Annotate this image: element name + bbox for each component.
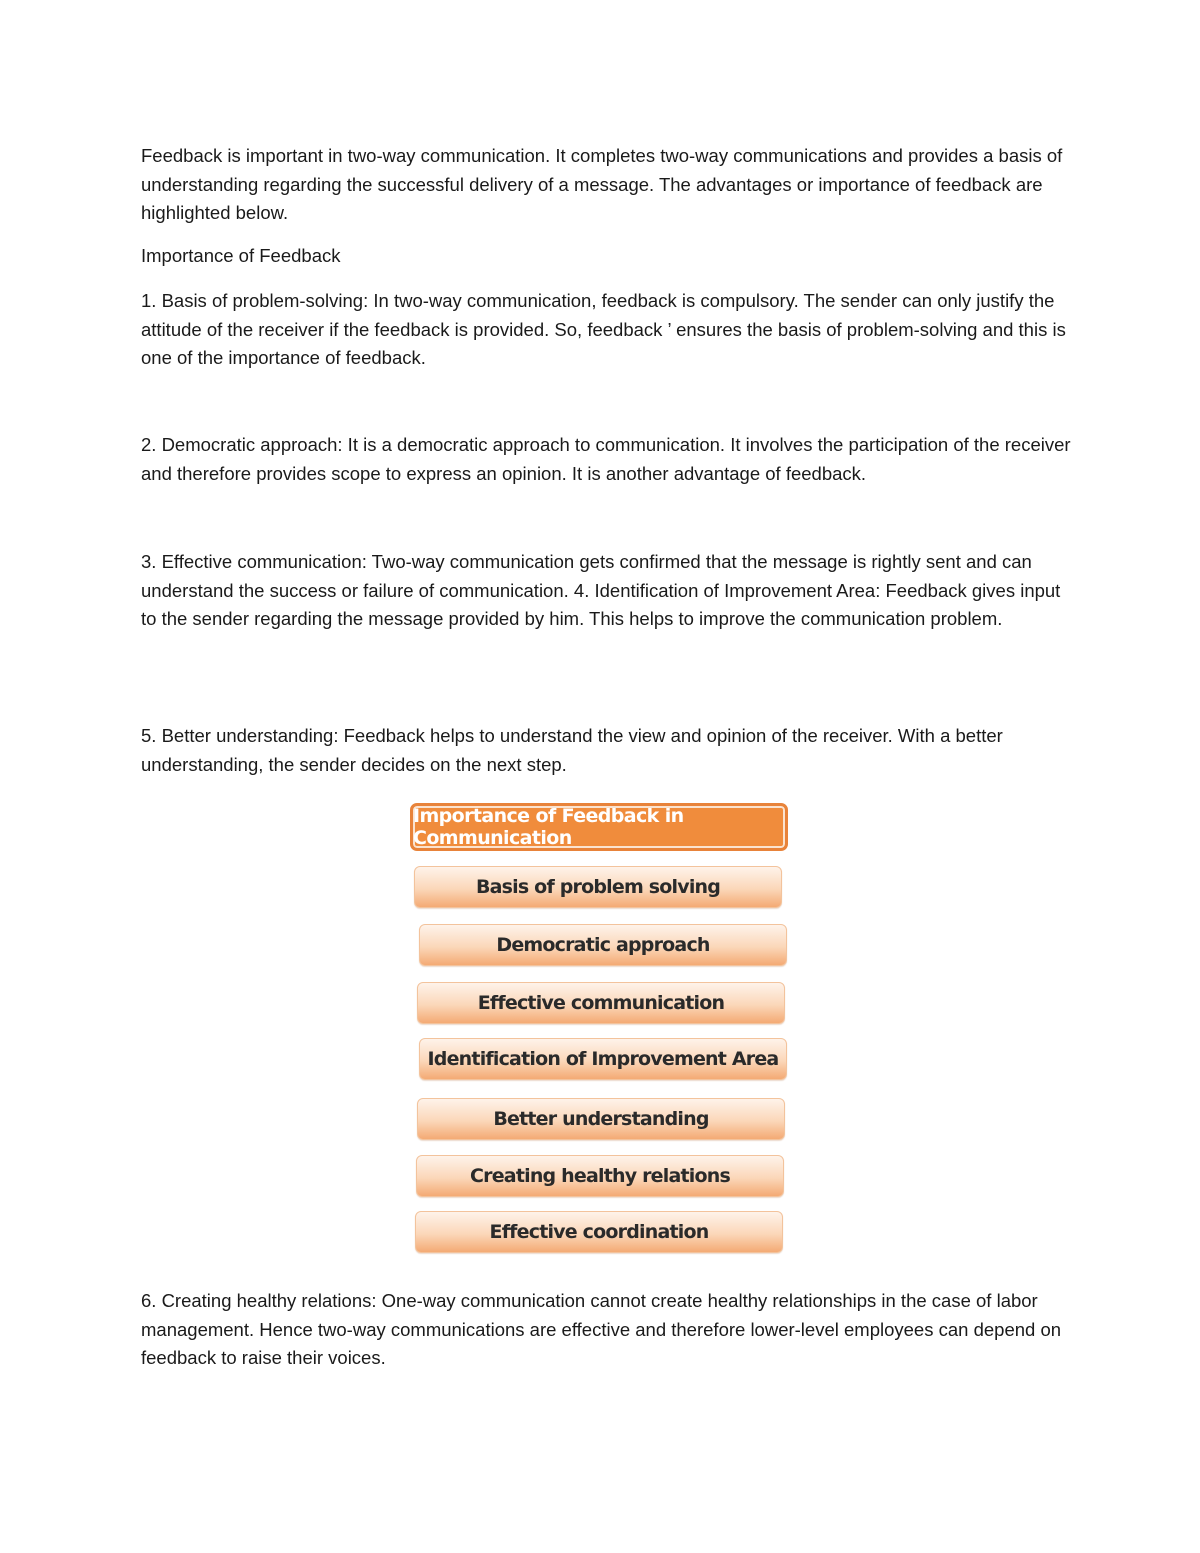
point-paragraph-2: 2. Democratic approach: It is a democratic approach to communication. It involves the participation of the receiver and therefore provides scope to express an opinion. It is another advantage of feedback.: [141, 434, 1071, 484]
diagram-item-label: Creating healthy relations: [470, 1165, 730, 1187]
section-heading: Importance of Feedback: [141, 245, 341, 266]
diagram-item-identification-of-improvement-area: [419, 1038, 787, 1080]
diagram-item-label: Basis of problem solving: [475, 876, 721, 898]
diagram-title-box: [410, 803, 788, 851]
point-paragraph-1: 1. Basis of problem-solving: In two-way communication, feedback is compulsory. The sender can only justify the attitude of the receiver if the feedback is provided. So, feedback ’ ensures the basis of problem-solving and this is one of the importance of feedback.: [141, 290, 1066, 368]
diagram-item-basis-of-problem-solving: [414, 866, 782, 908]
diagram-item-creating-healthy-relations: [416, 1155, 784, 1197]
diagram-item-label: Identification of Improvement Area: [427, 1048, 779, 1070]
point-paragraph-5: 5. Better understanding: Feedback helps to understand the view and opinion of the receiver. With a better understanding, the sender decides on the next step.: [141, 725, 1003, 775]
diagram-item-effective-communication: [417, 982, 785, 1024]
point-paragraph-3: 3. Effective communication: Two-way communication gets confirmed that the message is rightly sent and can understand the success or failure of communication. 4. Identification of Improvement Area: Feedback gives input to the sender regarding the message provided by him. This helps to improve the communication problem.: [141, 551, 1061, 629]
diagram-item-label: Effective coordination: [489, 1221, 709, 1243]
diagram-title: Importance of Feedback in Communication: [413, 805, 684, 849]
diagram-item-label: Democratic approach: [496, 934, 710, 956]
diagram-item-label: Better understanding: [493, 1108, 709, 1130]
diagram-item-democratic-approach: [419, 924, 787, 966]
diagram-item-effective-coordination: [415, 1211, 783, 1253]
diagram-item-better-understanding: [417, 1098, 785, 1140]
intro-paragraph: Feedback is important in two-way communication. It completes two-way communications and provides a basis of understanding regarding the successful delivery of a message. The advantages or importance of feedback are highlighted below.: [141, 145, 1063, 223]
point-paragraph-6: 6. Creating healthy relations: One-way communication cannot create healthy relationships in the case of labor management. Hence two-way communications are effective and therefore lower-level employees can depend on feedback to raise their voices.: [141, 1290, 1062, 1368]
diagram-item-label: Effective communication: [477, 992, 725, 1014]
